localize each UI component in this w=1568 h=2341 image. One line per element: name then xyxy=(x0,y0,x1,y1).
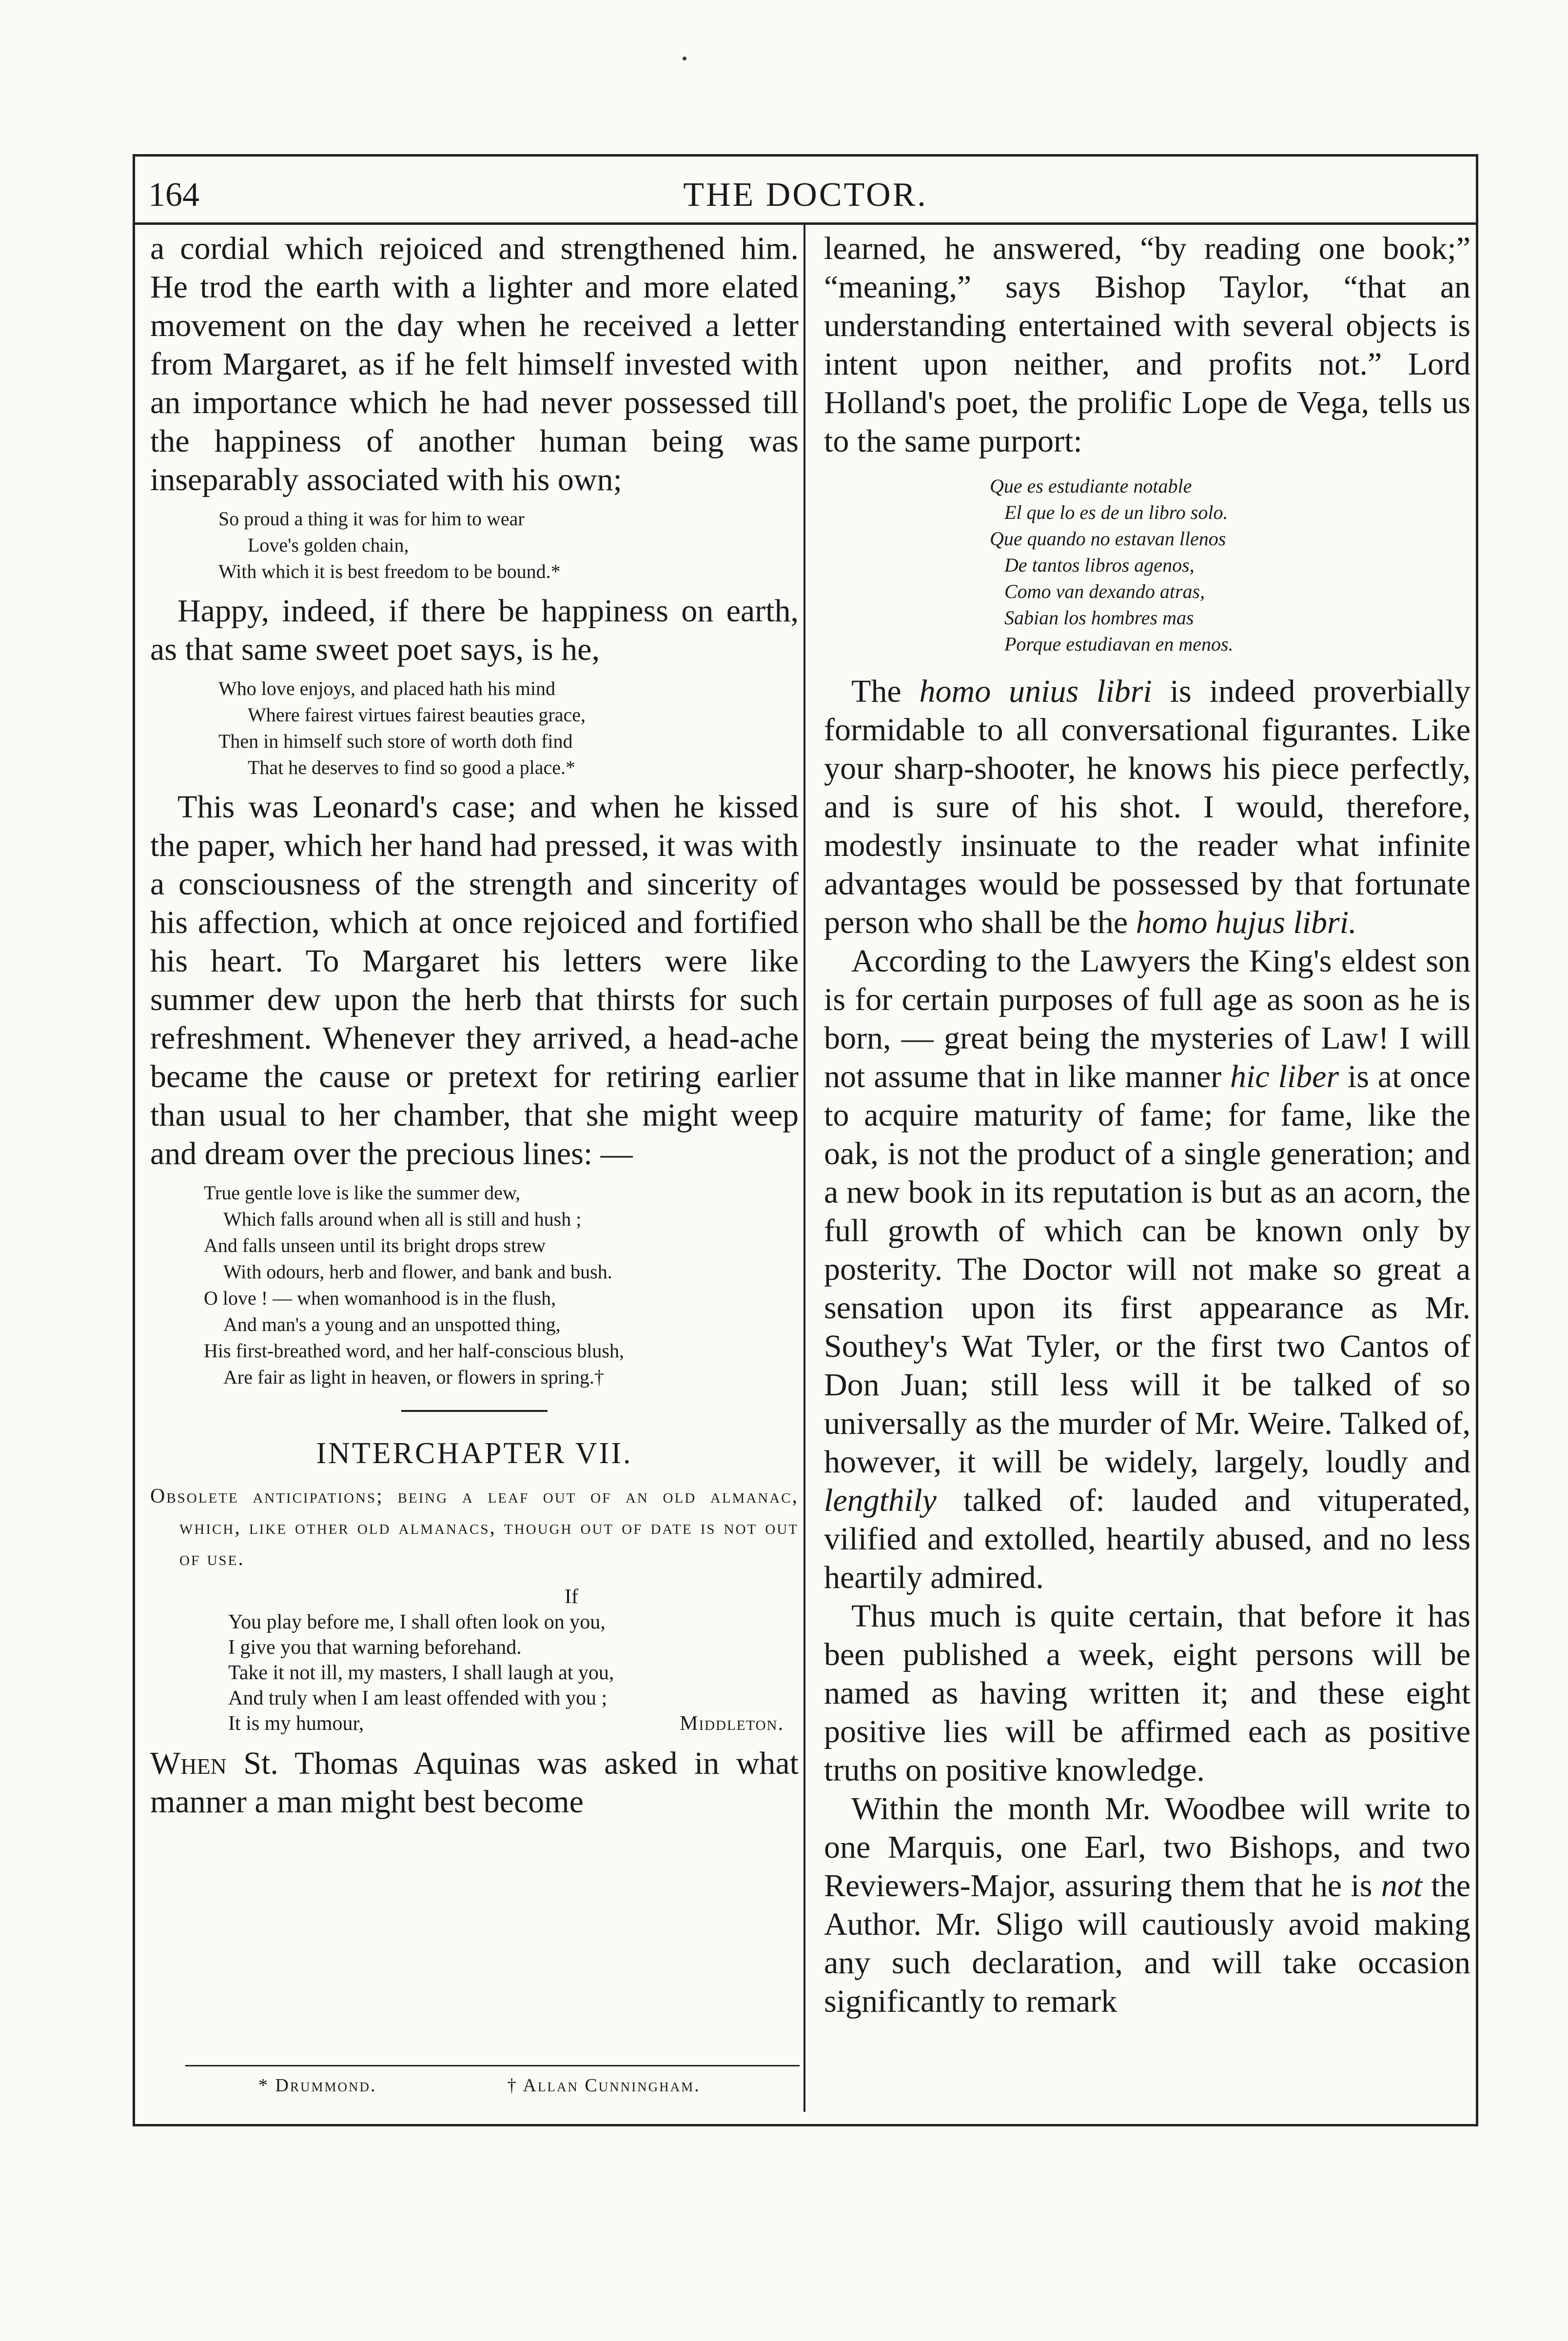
paragraph-text: The xyxy=(851,674,920,709)
verse-line: Where fairest virtues fairest beauties grace, xyxy=(248,704,586,726)
left-paragraph-4 xyxy=(150,1744,799,1821)
paragraph-text: is indeed proverbially formidable to all conversational figurantes. Like your sharp-shooter, he knows his piece perfectly, and is sure of his shot. I would, therefore, modestly insinuate to the reader what infinite advantages would be possessed by that fortunate person who shall be the xyxy=(824,674,1470,940)
header-rule xyxy=(133,222,1478,225)
epigraph-line: You play before me, I shall often look on you, xyxy=(228,1611,606,1633)
epigraph-last-line xyxy=(150,1711,799,1736)
verse-line: El que lo es de un libro solo. xyxy=(1004,501,1228,523)
verse-line: That he deserves to find so good a place.* xyxy=(248,756,576,778)
verse-line: Como van dexando atras, xyxy=(1004,580,1205,602)
verse-line: Then in himself such store of worth doth find xyxy=(218,730,573,752)
verse-line: Porque estudiavan en menos. xyxy=(1004,633,1234,655)
column-rule xyxy=(804,224,805,2112)
footnote-cunningham: † Allan Cunningham. xyxy=(507,2075,701,2096)
paragraph-text: talked of: lauded and vituperated, vilified and extolled, heartily abused, and no less heartily admired. xyxy=(824,1483,1470,1595)
emphasis: lengthily xyxy=(824,1483,937,1518)
left-paragraph-2: Happy, indeed, if there be happiness on earth, as that same sweet poet says, is he, xyxy=(150,593,799,667)
verse-line: With odours, herb and flower, and bank and bush. xyxy=(223,1261,612,1283)
epigraph-line: It is my humour, xyxy=(228,1712,364,1735)
verse-line: Which falls around when all is still and hush ; xyxy=(223,1208,582,1230)
chapter-argument: Obsolete anticipations; being a leaf out of an old almanac, which, like other old almanacs, though out of date is not out of use. xyxy=(150,1485,799,1570)
left-paragraph-1: a cordial which rejoiced and strengthened him. He trod the earth with a lighter and more elated movement on the day when he received a letter from Margaret, as if he felt himself invested with an importance which he had never possessed till the happiness of another human being was inseparably associated with his own; xyxy=(150,231,799,497)
right-paragraph-3 xyxy=(824,942,1470,1597)
footnote-drummond: * Drummond. xyxy=(258,2075,377,2096)
spanish-verse xyxy=(824,473,1470,657)
paragraph-text: Within the month Mr. Woodbee will write to one Marquis, one Earl, two Bishops, and two Reviewers-Major, assuring them that he is xyxy=(824,1791,1470,1904)
verse-line: De tantos libros agenos, xyxy=(1004,554,1195,576)
verse-line: Who love enjoys, and placed hath his mind xyxy=(218,677,555,699)
epigraph-line: And truly when I am least offended with you ; xyxy=(228,1687,608,1709)
verse-line: Que quando no estavan llenos xyxy=(990,528,1226,550)
right-paragraph-2 xyxy=(824,672,1470,942)
latin-phrase: homo unius libri xyxy=(919,674,1152,709)
verse-cunningham xyxy=(150,1180,799,1390)
verse-line: Que es estudiante notable xyxy=(990,475,1192,497)
verse-line: His first-breathed word, and her half-conscious blush, xyxy=(204,1340,624,1362)
paragraph-text: the Author. Mr. Sligo will cautiously avoid making any such declaration, and will take occasion significantly to remark xyxy=(824,1868,1470,2019)
paragraph-text: is at once to acquire maturity of fame; for fame, like the oak, is not the product of a single generation; and a new book in its reputation is but as an acorn, the full growth of which can be known only by posterity. The Doctor will not make so great a sensation upon its first appearance as Mr. Southey's Wat Tyler, or the first two Cantos of Don Juan; still less will it be talked of so universally as the murder of Mr. Weire. Talked of, however, it will be widely, largely, loudly and xyxy=(824,1059,1470,1480)
epigraph-line: I give you that warning beforehand. xyxy=(228,1636,522,1659)
verse-drummond-2 xyxy=(150,675,799,781)
verse-drummond-1 xyxy=(150,506,799,585)
first-word: When xyxy=(150,1746,227,1781)
paragraph-text: According to the Lawyers the King's eldest son is for certain purposes of full age as soon as he is born, — great being the mysteries of Law! I will not assume that in like manner xyxy=(824,943,1470,1094)
verse-line: Sabian los hombres mas xyxy=(1004,607,1194,629)
latin-phrase: hic liber xyxy=(1230,1059,1339,1094)
verse-line: O love ! — when womanhood is in the flush, xyxy=(204,1287,556,1309)
ink-speck xyxy=(683,57,686,60)
verse-line: Are fair as light in heaven, or flowers in spring.† xyxy=(223,1366,604,1388)
verse-line: And falls unseen until its bright drops strew xyxy=(204,1234,546,1256)
right-paragraph-1: learned, he answered, “by reading one book;” “meaning,” says Bishop Taylor, “that an understanding entertained with several objects is intent upon neither, and profits not.” Lord Holland's poet, the prolific Lope de Vega, tells us to the same purport: xyxy=(824,231,1470,459)
epigraph-attribution: Middleton. xyxy=(680,1712,784,1735)
emphasis: not xyxy=(1381,1868,1423,1904)
epigraph xyxy=(150,1584,799,1736)
epigraph-line: Take it not ill, my masters, I shall laugh at you, xyxy=(228,1662,614,1684)
section-divider xyxy=(401,1410,548,1412)
chapter-title: INTERCHAPTER VII. xyxy=(316,1437,633,1470)
right-paragraph-4: Thus much is quite certain, that before it has been published a week, eight persons will be named as having written it; and these eight positive lies will be affirmed each as positive truths on positive knowledge. xyxy=(824,1598,1470,1788)
paragraph-text: St. Thomas Aquinas was asked in what manner a man might best become xyxy=(150,1746,799,1820)
verse-line: So proud a thing it was for him to wear xyxy=(218,508,525,530)
page-number: 164 xyxy=(148,176,199,214)
verse-line: With which it is best freedom to be bound.* xyxy=(218,560,561,582)
verse-line: True gentle love is like the summer dew, xyxy=(204,1182,521,1204)
running-title: THE DOCTOR. xyxy=(683,176,928,214)
epigraph-if: If xyxy=(565,1586,578,1608)
left-paragraph-3: This was Leonard's case; and when he kissed the paper, which her hand had pressed, it was with a consciousness of the strength and sincerity of his affection, which at once rejoiced and fortified his heart. To Margaret his letters were like summer dew upon the herb that thirsts for such refreshment. Whenever they arrived, a head-ache became the cause or pretext for retiring earlier than usual to her chamber, that she might weep and dream over the precious lines: — xyxy=(150,789,799,1171)
right-column xyxy=(824,229,1470,2021)
verse-line: And man's a young and an unspotted thing, xyxy=(223,1313,561,1335)
left-column xyxy=(150,229,799,1821)
latin-phrase: homo hujus libri. xyxy=(1136,905,1357,940)
footnote-rule xyxy=(185,2065,800,2066)
right-paragraph-5 xyxy=(824,1789,1470,2021)
verse-line: Love's golden chain, xyxy=(248,534,409,556)
